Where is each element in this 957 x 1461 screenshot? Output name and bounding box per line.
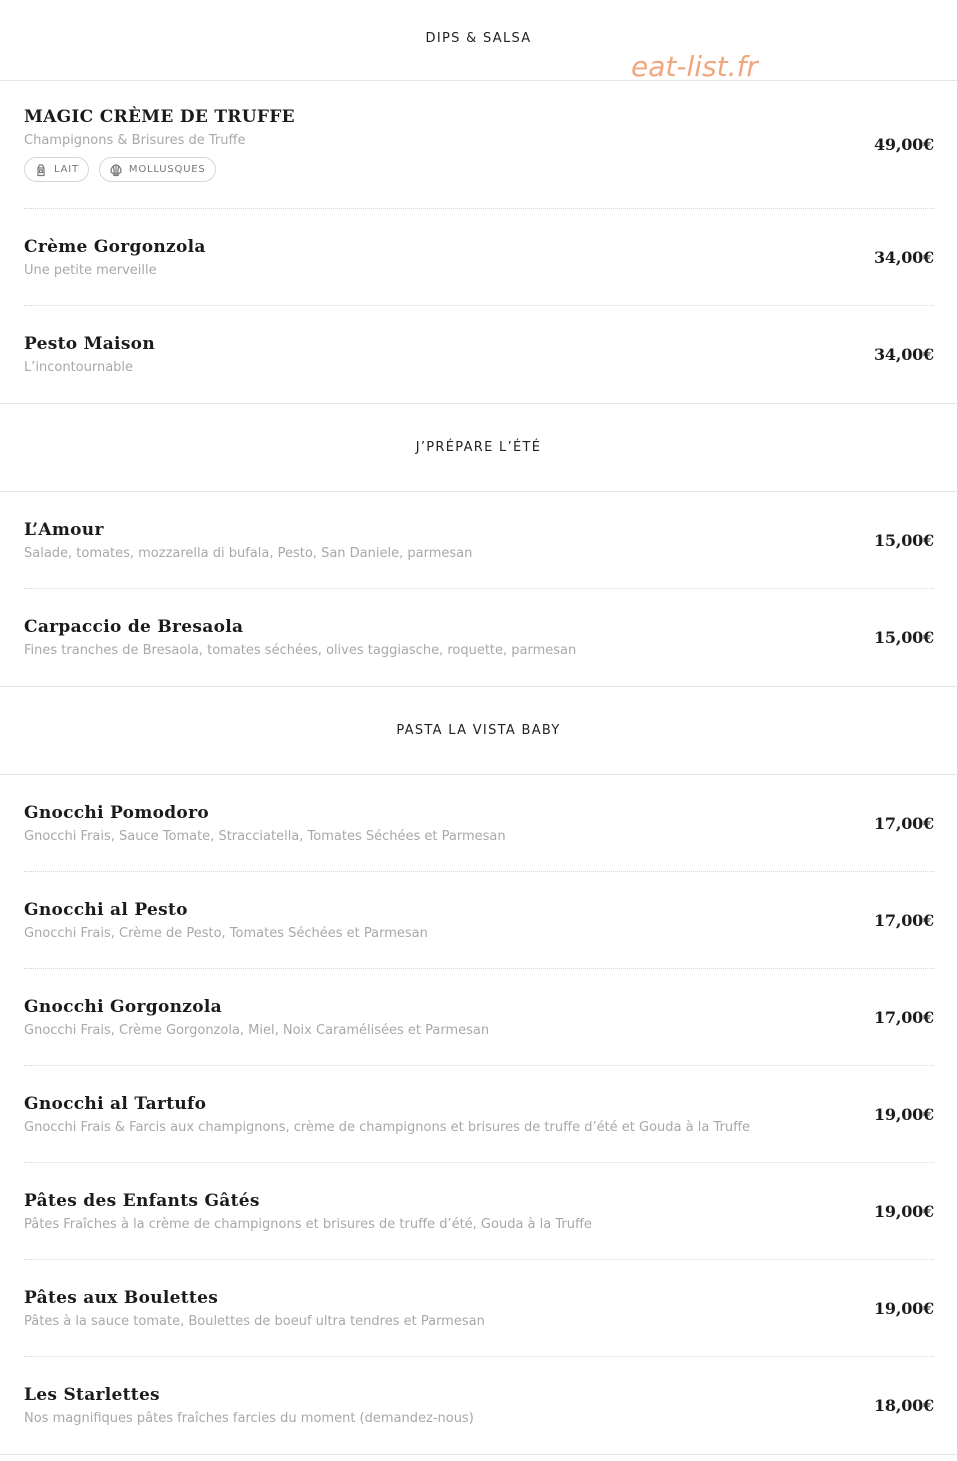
item-price: 17,00€ bbox=[873, 910, 934, 930]
menu-item[interactable] bbox=[24, 589, 934, 686]
item-price: 17,00€ bbox=[873, 813, 934, 833]
menu-item[interactable] bbox=[24, 306, 934, 403]
item-name: L’Amour bbox=[24, 519, 104, 540]
allergen-tag-lait bbox=[24, 157, 89, 182]
item-description: Gnocchi Frais, Crème de Pesto, Tomates Séchées et Parmesan bbox=[24, 925, 428, 941]
section-header-dips-salsa bbox=[0, 0, 957, 81]
section-title: J’PRÉPARE L’ÉTÉ bbox=[415, 440, 542, 455]
menu-item[interactable] bbox=[24, 872, 934, 969]
item-name: Pâtes aux Boulettes bbox=[24, 1287, 219, 1308]
item-description: Gnocchi Frais, Sauce Tomate, Stracciatella, Tomates Séchées et Parmesan bbox=[24, 828, 506, 844]
item-description: Une petite merveille bbox=[24, 262, 157, 278]
item-description: Fines tranches de Bresaola, tomates séchées, olives taggiasche, roquette, parmesan bbox=[24, 643, 577, 658]
item-name: Gnocchi al Pesto bbox=[24, 899, 188, 920]
menu-item[interactable] bbox=[24, 775, 934, 872]
shell-icon bbox=[109, 163, 123, 177]
section-items-prepare-ete bbox=[0, 492, 957, 686]
item-name: Gnocchi al Tartufo bbox=[24, 1093, 207, 1114]
item-name: Carpaccio de Bresaola bbox=[24, 617, 244, 637]
tag-label: MOLLUSQUES bbox=[128, 164, 206, 175]
item-price: 34,00€ bbox=[873, 345, 934, 364]
allergen-tag-mollusques bbox=[99, 157, 216, 182]
menu-item[interactable] bbox=[24, 1066, 934, 1163]
section-title: PASTA LA VISTA BABY bbox=[396, 723, 561, 738]
item-price: 15,00€ bbox=[873, 628, 934, 647]
item-price: 15,00€ bbox=[873, 530, 934, 550]
item-name: Les Starlettes bbox=[24, 1385, 160, 1405]
milk-carton-icon bbox=[34, 163, 48, 177]
item-price: 49,00€ bbox=[873, 135, 934, 154]
section-items-pasta-la-vista bbox=[0, 775, 957, 1455]
item-name: MAGIC CRÈME DE TRUFFE bbox=[24, 107, 295, 127]
item-description: Pâtes à la sauce tomate, Boulettes de boeuf ultra tendres et Parmesan bbox=[24, 1313, 485, 1329]
menu-item[interactable] bbox=[24, 81, 934, 209]
item-name: Pâtes des Enfants Gâtés bbox=[24, 1190, 260, 1211]
item-price: 19,00€ bbox=[873, 1298, 934, 1318]
section-header-pasta-la-vista bbox=[0, 686, 957, 775]
item-description: Pâtes Fraîches à la crème de champignons et brisures de truffe d’été, Gouda à la Truffe bbox=[24, 1216, 592, 1232]
item-description: Gnocchi Frais, Crème Gorgonzola, Miel, Noix Caramélisées et Parmesan bbox=[24, 1022, 490, 1038]
allergen-tags bbox=[24, 157, 295, 182]
menu-item[interactable] bbox=[24, 209, 934, 306]
item-description: Salade, tomates, mozzarella di bufala, Pesto, San Daniele, parmesan bbox=[24, 545, 473, 561]
section-header-prepare-ete bbox=[0, 403, 957, 492]
item-description: Nos magnifiques pâtes fraîches farcies du moment (demandez-nous) bbox=[24, 1411, 474, 1426]
item-price: 18,00€ bbox=[873, 1396, 934, 1415]
item-name: Pesto Maison bbox=[24, 334, 155, 354]
menu-item[interactable] bbox=[24, 969, 934, 1066]
menu-item[interactable] bbox=[24, 492, 934, 589]
item-name: Gnocchi Pomodoro bbox=[24, 802, 209, 823]
item-price: 17,00€ bbox=[873, 1007, 934, 1027]
item-price: 19,00€ bbox=[873, 1104, 934, 1124]
item-price: 34,00€ bbox=[873, 247, 934, 267]
menu-item[interactable] bbox=[24, 1260, 934, 1357]
item-name: Crème Gorgonzola bbox=[24, 236, 206, 257]
section-title: DIPS & SALSA bbox=[425, 30, 532, 46]
item-description: Gnocchi Frais & Farcis aux champignons, crème de champignons et brisures de truffe d’été et Gouda à la Truffe bbox=[24, 1119, 751, 1135]
section-items-dips-salsa bbox=[0, 81, 957, 403]
menu-item[interactable] bbox=[24, 1163, 934, 1260]
item-name: Gnocchi Gorgonzola bbox=[24, 996, 222, 1017]
tag-label: LAIT bbox=[54, 164, 79, 175]
watermark: eat-list.fr bbox=[631, 50, 758, 83]
item-description: L’incontournable bbox=[24, 360, 134, 375]
item-description: Champignons & Brisures de Truffe bbox=[24, 133, 246, 148]
item-price: 19,00€ bbox=[873, 1201, 934, 1221]
menu-item[interactable] bbox=[24, 1357, 934, 1454]
